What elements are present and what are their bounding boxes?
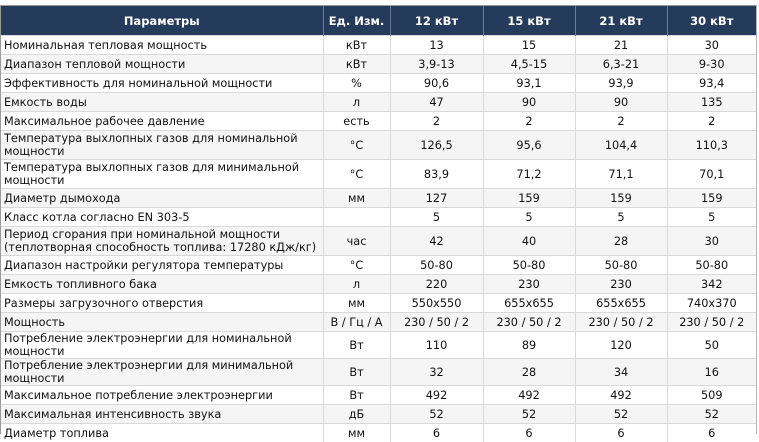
value-cell-21kw: 5	[575, 208, 667, 227]
header-model-15kw: 15 кВт	[483, 6, 575, 36]
parameter-name-cell: Температура выхлопных газов для номинальной мощности	[1, 131, 323, 160]
value-cell-12kw: 127	[390, 189, 483, 208]
boiler-spec-table	[1, 6, 756, 442]
value-cell-21kw: 6	[575, 424, 667, 442]
value-cell-12kw: 2	[390, 112, 483, 131]
unit-cell: °C	[323, 131, 390, 160]
value-cell-12kw: 42	[390, 227, 483, 256]
unit-cell: Вт	[323, 386, 390, 405]
value-cell-15kw: 2	[483, 112, 575, 131]
value-cell-15kw: 71,2	[483, 160, 575, 189]
unit-cell: час	[323, 227, 390, 256]
table-row	[1, 36, 756, 55]
value-cell-12kw: 90,6	[390, 74, 483, 93]
value-cell-21kw: 28	[575, 227, 667, 256]
value-cell-30kw: 16	[667, 359, 756, 386]
value-cell-12kw: 5	[390, 208, 483, 227]
parameter-name-cell: Емкость воды	[1, 93, 323, 112]
value-cell-15kw: 52	[483, 405, 575, 424]
value-cell-15kw: 15	[483, 36, 575, 55]
value-cell-30kw: 6	[667, 424, 756, 442]
value-cell-15kw: 28	[483, 359, 575, 386]
value-cell-21kw: 230 / 50 / 2	[575, 313, 667, 332]
table-row	[1, 131, 756, 160]
unit-cell: мм	[323, 424, 390, 442]
value-cell-12kw: 52	[390, 405, 483, 424]
header-model-21kw: 21 кВт	[575, 6, 667, 36]
value-cell-12kw: 3,9-13	[390, 55, 483, 74]
value-cell-15kw: 5	[483, 208, 575, 227]
parameter-name-cell: Класс котла согласно EN 303-5	[1, 208, 323, 227]
value-cell-12kw: 110	[390, 332, 483, 359]
value-cell-30kw: 230 / 50 / 2	[667, 313, 756, 332]
parameter-name-cell: Максимальная интенсивность звука	[1, 405, 323, 424]
value-cell-21kw: 90	[575, 93, 667, 112]
value-cell-21kw: 71,1	[575, 160, 667, 189]
value-cell-30kw: 159	[667, 189, 756, 208]
value-cell-30kw: 30	[667, 227, 756, 256]
table-row	[1, 405, 756, 424]
table-row	[1, 256, 756, 275]
table-row	[1, 424, 756, 442]
table-row	[1, 74, 756, 93]
value-cell-12kw: 220	[390, 275, 483, 294]
value-cell-15kw: 230	[483, 275, 575, 294]
table-row	[1, 93, 756, 112]
table-row	[1, 112, 756, 131]
table-row	[1, 160, 756, 189]
parameter-name-cell: Емкость топливного бака	[1, 275, 323, 294]
parameter-name-cell: Температура выхлопных газов для минимальной мощности	[1, 160, 323, 189]
value-cell-15kw: 4,5-15	[483, 55, 575, 74]
parameter-name-cell: Потребление электроэнергии для минимальной мощности	[1, 359, 323, 386]
parameter-name-cell: Номинальная тепловая мощность	[1, 36, 323, 55]
value-cell-21kw: 104,4	[575, 131, 667, 160]
header-model-30kw: 30 кВт	[667, 6, 756, 36]
value-cell-21kw: 52	[575, 405, 667, 424]
value-cell-30kw: 110,3	[667, 131, 756, 160]
value-cell-15kw: 230 / 50 / 2	[483, 313, 575, 332]
value-cell-30kw: 740x370	[667, 294, 756, 313]
value-cell-30kw: 50-80	[667, 256, 756, 275]
unit-cell: есть	[323, 112, 390, 131]
value-cell-30kw: 2	[667, 112, 756, 131]
table-row	[1, 189, 756, 208]
value-cell-30kw: 342	[667, 275, 756, 294]
unit-cell: кВт	[323, 36, 390, 55]
value-cell-21kw: 159	[575, 189, 667, 208]
header-model-12kw: 12 кВт	[390, 6, 483, 36]
table-row	[1, 55, 756, 74]
parameter-name-cell: Период сгорания при номинальной мощности (теплотворная способность топлива: 17280 кДж/кг)	[1, 227, 323, 256]
value-cell-21kw: 2	[575, 112, 667, 131]
value-cell-15kw: 89	[483, 332, 575, 359]
parameter-name-cell: Эффективность для номинальной мощности	[1, 74, 323, 93]
table-row	[1, 294, 756, 313]
table-row	[1, 227, 756, 256]
table-body	[1, 36, 756, 442]
value-cell-12kw: 6	[390, 424, 483, 442]
value-cell-21kw: 50-80	[575, 256, 667, 275]
parameter-name-cell: Максимальное рабочее давление	[1, 112, 323, 131]
value-cell-12kw: 126,5	[390, 131, 483, 160]
unit-cell: Вт	[323, 359, 390, 386]
value-cell-21kw: 93,9	[575, 74, 667, 93]
value-cell-15kw: 95,6	[483, 131, 575, 160]
value-cell-15kw: 40	[483, 227, 575, 256]
value-cell-30kw: 70,1	[667, 160, 756, 189]
parameter-name-cell: Максимальное потребление электроэнергии	[1, 386, 323, 405]
value-cell-21kw: 230	[575, 275, 667, 294]
parameter-name-cell: Диапазон настройки регулятора температуры	[1, 256, 323, 275]
unit-cell: л	[323, 93, 390, 112]
unit-cell: В / Гц / А	[323, 313, 390, 332]
value-cell-15kw: 50-80	[483, 256, 575, 275]
value-cell-30kw: 9-30	[667, 55, 756, 74]
unit-cell: кВт	[323, 55, 390, 74]
value-cell-30kw: 5	[667, 208, 756, 227]
value-cell-15kw: 492	[483, 386, 575, 405]
value-cell-21kw: 6,3-21	[575, 55, 667, 74]
table-row	[1, 359, 756, 386]
value-cell-12kw: 50-80	[390, 256, 483, 275]
unit-cell: °C	[323, 160, 390, 189]
value-cell-12kw: 32	[390, 359, 483, 386]
header-parameters: Параметры	[1, 6, 323, 36]
value-cell-30kw: 52	[667, 405, 756, 424]
unit-cell: мм	[323, 189, 390, 208]
value-cell-21kw: 34	[575, 359, 667, 386]
value-cell-12kw: 550x550	[390, 294, 483, 313]
parameter-name-cell: Диапазон тепловой мощности	[1, 55, 323, 74]
value-cell-12kw: 492	[390, 386, 483, 405]
value-cell-21kw: 21	[575, 36, 667, 55]
parameter-name-cell: Размеры загрузочного отверстия	[1, 294, 323, 313]
value-cell-12kw: 230 / 50 / 2	[390, 313, 483, 332]
value-cell-15kw: 6	[483, 424, 575, 442]
value-cell-30kw: 30	[667, 36, 756, 55]
table-row	[1, 275, 756, 294]
value-cell-30kw: 50	[667, 332, 756, 359]
table-row	[1, 313, 756, 332]
spec-table-frame	[0, 5, 757, 434]
unit-cell: л	[323, 275, 390, 294]
value-cell-12kw: 13	[390, 36, 483, 55]
header-unit: Ед. Изм.	[323, 6, 390, 36]
unit-cell: дБ	[323, 405, 390, 424]
unit-cell: %	[323, 74, 390, 93]
value-cell-12kw: 83,9	[390, 160, 483, 189]
value-cell-15kw: 159	[483, 189, 575, 208]
value-cell-30kw: 135	[667, 93, 756, 112]
unit-cell	[323, 208, 390, 227]
value-cell-12kw: 47	[390, 93, 483, 112]
table-row	[1, 386, 756, 405]
unit-cell: Вт	[323, 332, 390, 359]
table-row	[1, 208, 756, 227]
value-cell-30kw: 93,4	[667, 74, 756, 93]
unit-cell: °C	[323, 256, 390, 275]
value-cell-15kw: 655x655	[483, 294, 575, 313]
unit-cell: мм	[323, 294, 390, 313]
parameter-name-cell: Мощность	[1, 313, 323, 332]
value-cell-21kw: 492	[575, 386, 667, 405]
header-row	[1, 6, 756, 36]
value-cell-30kw: 509	[667, 386, 756, 405]
value-cell-21kw: 120	[575, 332, 667, 359]
value-cell-15kw: 90	[483, 93, 575, 112]
value-cell-15kw: 93,1	[483, 74, 575, 93]
value-cell-21kw: 655x655	[575, 294, 667, 313]
parameter-name-cell: Диаметр топлива	[1, 424, 323, 442]
parameter-name-cell: Потребление электроэнергии для номинальной мощности	[1, 332, 323, 359]
table-row	[1, 332, 756, 359]
parameter-name-cell: Диаметр дымохода	[1, 189, 323, 208]
